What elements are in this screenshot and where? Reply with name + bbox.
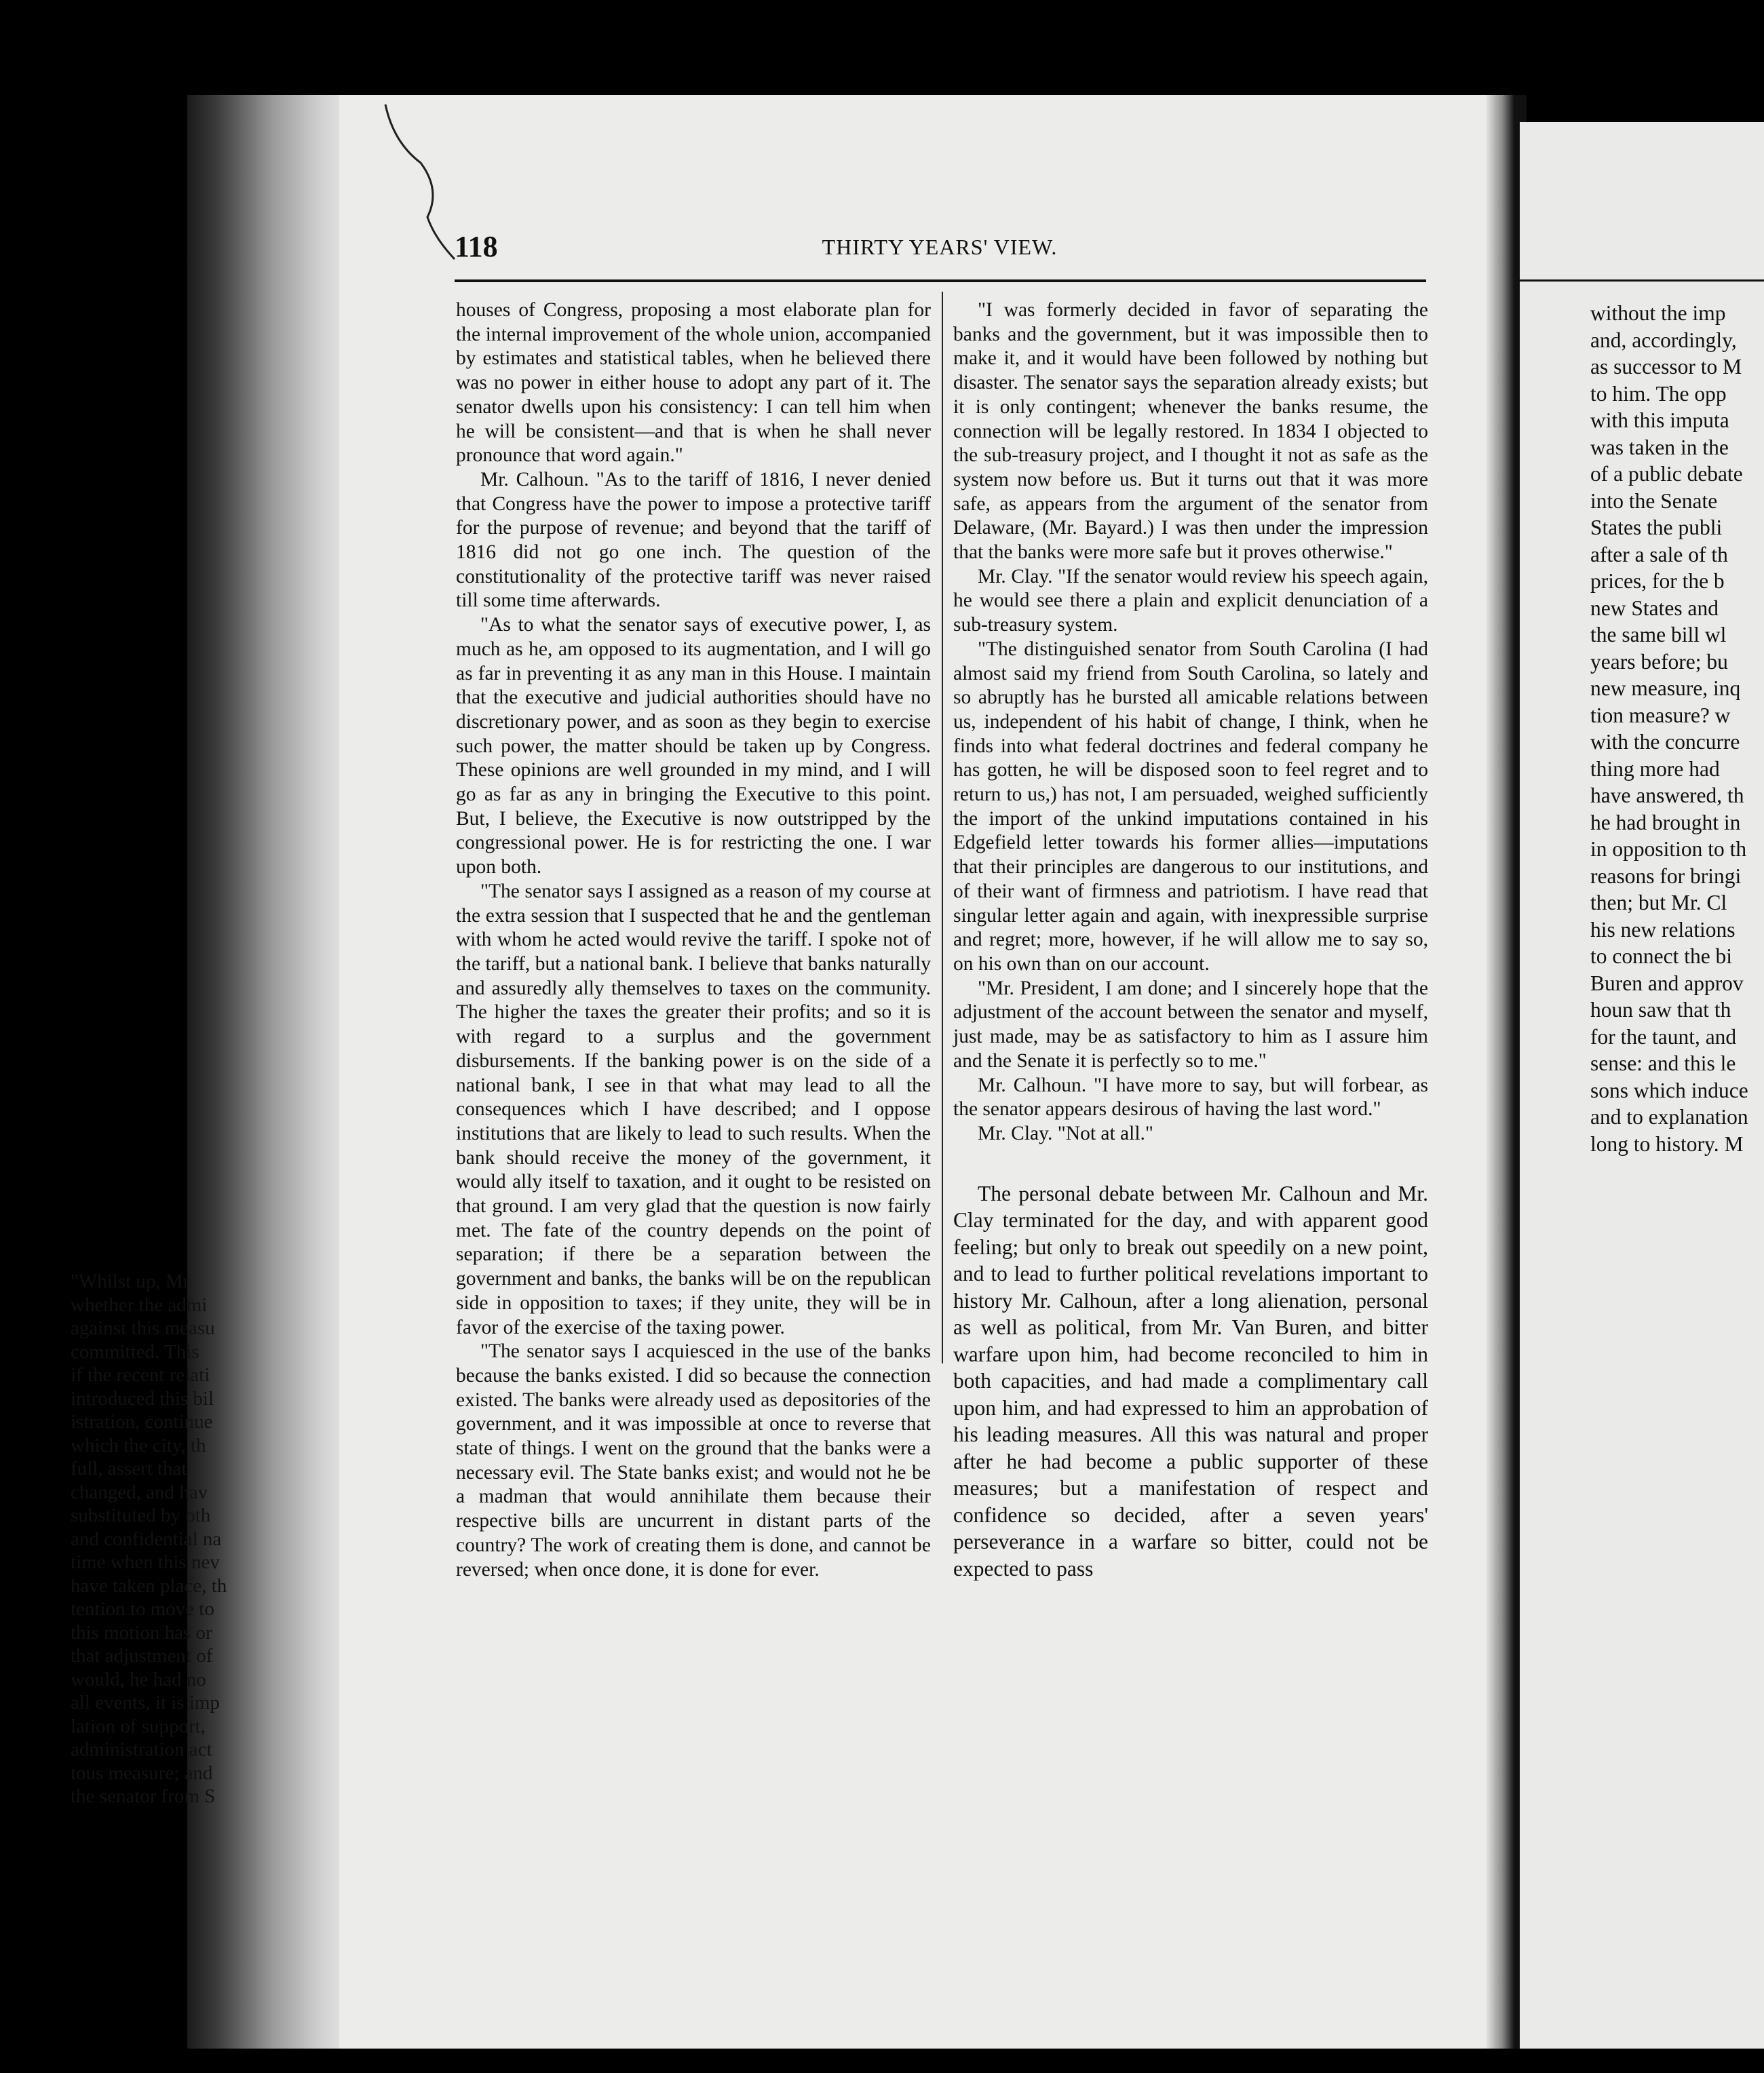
facing-narrative bbox=[1590, 300, 1764, 1157]
text-line: the same bill wl bbox=[1590, 623, 1727, 646]
paragraph: "The senator says I assigned as a reason of my course at the extra session that I suspected that he and the gentleman with whom he acted would revive the tariff. I spoke not of the tariff, but a national bank. I believe that banks naturally and assuredly ally themselves to taxes on the community. The higher the taxes the greater their profits; and so it is with regard to a surplus and the government disbursements. If the banking power is on the side of a national bank, I see in that what may lead to all the consequences which I have described; and I oppose institutions that are likely to lead to such results. When the bank should receive the money of the government, it would ally itself to taxation, and it ought to be resisted on that ground. I am very glad that the question is now fairly met. The fate of the country depends on the point of separation; if there be a separation between the government and banks, the banks will be on the republican side in opposition to taxes; if they unite, they will be in favor of the exercise of the taxing power. bbox=[456, 880, 931, 1338]
text-line: to him. The opp bbox=[1590, 381, 1727, 406]
text-line: have answered, th bbox=[1590, 783, 1744, 807]
text-line: Buren and approv bbox=[1590, 971, 1744, 995]
header-rule bbox=[455, 279, 1426, 282]
text-line: without the imp bbox=[1590, 301, 1726, 325]
text-line: whether the admi bbox=[71, 1294, 208, 1316]
paragraph: Mr. Calhoun. "As to the tariff of 1816, I never denied that Congress have the power to impose a protective tariff for the purpose of revenue; and beyond that the tariff of 1816 did not go one inch. The question of the constitutionality of the protective tariff was never raised till some time afterwards. bbox=[456, 468, 931, 612]
text-line: then; but Mr. Cl bbox=[1590, 891, 1727, 914]
text-line: prices, for the b bbox=[1590, 569, 1725, 593]
text-line: and to explanation bbox=[1590, 1105, 1748, 1129]
text-line: against this measu bbox=[71, 1317, 215, 1339]
text-line: all events, it is imp bbox=[71, 1692, 220, 1713]
text-line: the senator from S bbox=[71, 1785, 216, 1807]
text-line: time when this nev bbox=[71, 1551, 220, 1573]
text-line: and, accordingly, bbox=[1590, 328, 1737, 352]
right-column bbox=[953, 298, 1428, 1582]
text-line: which the city, th bbox=[71, 1434, 206, 1456]
text-line: this motion has or bbox=[71, 1621, 212, 1644]
paragraph: "Mr. President, I am done; and I sincerely hope that the adjustment of the account between the senator and myself, just made, may be as satisfactory to him as I assure him and the Senate it is perfectly so to me." bbox=[953, 977, 1428, 1072]
text-line: with the concurre bbox=[1590, 730, 1740, 754]
text-line: administration act bbox=[71, 1739, 212, 1760]
text-line: tion measure? w bbox=[1590, 703, 1731, 727]
text-line: his new relations bbox=[1590, 917, 1736, 942]
text-line: sense: and this le bbox=[1590, 1051, 1736, 1075]
text-line: substituted by oth bbox=[71, 1505, 211, 1526]
text-line: new measure, inq bbox=[1590, 676, 1741, 700]
text-line: thing more had bbox=[1590, 756, 1720, 781]
text-line: have taken place, th bbox=[71, 1574, 227, 1597]
text-line: would, he had no bbox=[71, 1668, 206, 1690]
paragraph: Mr. Calhoun. "I have more to say, but will forbear, as the senator appears desirous of having the last word." bbox=[953, 1074, 1428, 1121]
section-gap bbox=[953, 1146, 1428, 1180]
text-line: introduced this bil bbox=[71, 1387, 214, 1410]
text-line: he had brought in bbox=[1590, 810, 1741, 834]
text-line: after a sale of th bbox=[1590, 542, 1728, 566]
text-line: with this imputa bbox=[1590, 408, 1729, 432]
text-line: istration, continue bbox=[71, 1411, 213, 1433]
running-title: THIRTY YEARS' VIEW. bbox=[822, 235, 1058, 259]
text-line: as successor to M bbox=[1590, 355, 1742, 379]
text-line: tous measure; and bbox=[71, 1762, 213, 1784]
paragraph: "The distinguished senator from South Carolina (I had almost said my friend from South Carolina, so lately and so abruptly has he bursted all amicable relations between us, independent of his habit of change, I think, when he finds into what federal doctrines and federal company he has gotten, he will be disposed soon to feel regret and to return to us,) has not, I am persuaded, weighed sufficiently the import of the unkind imputations contained in his Edgefield letter towards his former allies—imputations that their principles are dangerous to our institutions, and of their want of firmness and patriotism. I have read that singular letter again and again, with inexpressible surprise and regret; more, however, if he will allow me to say so, on his own than on our account. bbox=[953, 638, 1428, 975]
text-line: houn saw that th bbox=[1590, 998, 1731, 1022]
facing-page bbox=[1520, 122, 1764, 2049]
text-line: "Whilst up, Mr bbox=[71, 1271, 190, 1292]
text-line: lation of support, bbox=[71, 1715, 206, 1737]
text-line: committed. This bbox=[71, 1340, 199, 1363]
text-line: to connect the bi bbox=[1590, 944, 1733, 968]
paragraph: Mr. Clay. "Not at all." bbox=[978, 1122, 1153, 1144]
page-number: 118 bbox=[455, 230, 498, 263]
text-line: years before; bu bbox=[1590, 649, 1728, 674]
text-line: into the Senate bbox=[1590, 488, 1718, 513]
text-line: for the taunt, and bbox=[1590, 1024, 1737, 1049]
text-line: of a public debate bbox=[1590, 462, 1743, 486]
text-line: changed, and hav bbox=[71, 1481, 208, 1503]
text-line: tention to move to bbox=[71, 1598, 214, 1620]
text-line: that adjustment of bbox=[71, 1645, 213, 1667]
text-line: and confidential na bbox=[71, 1528, 222, 1550]
paragraph: "As to what the senator says of executive power, I, as much as he, am opposed to its augmentation, and I will go as far in preventing it as any man in this House. I maintain that the executive and judicial authorities should have no discretionary power, and as soon as they begin to exercise such power, the matter should be taken up by Congress. These opinions are well grounded in my mind, and I will go as far as any in bringing the Executive to this point. But, I believe, the Executive is now outstripped by the congressional power. He is for restricting the one. I war upon both. bbox=[456, 614, 931, 878]
text-line: was taken in the bbox=[1590, 435, 1729, 459]
text-line: new States and bbox=[1590, 596, 1719, 620]
text-line: long to history. M bbox=[1590, 1131, 1744, 1156]
paragraph: houses of Congress, proposing a most elaborate plan for the internal improvement of the whole union, accompanied by estimates and statistical tables, when he believed there was no power in either house to adopt any part of it. The senator dwells upon his consistency: I can tell him when he will be consistent—and that is when he shall never pronounce that word again." bbox=[456, 299, 931, 467]
narrative-paragraph: The personal debate between Mr. Calhoun and Mr. Clay terminated for the day, and with apparent good feeling; but only to break out speedily on a new point, and to lead to further political revelations important to history Mr. Calhoun, after a long alienation, personal as well as political, from Mr. Van Buren, and bitter warfare upon him, had become reconciled to him in both capacities, and had made a complimentary call upon him, and had expressed to him an approbation of his leading measures. All this was natural and proper after he had become a public supporter of these measures; but a manifestation of respect and confidence so decided, after a seven years' perseverance in a warfare so bitter, could not be expected to pass bbox=[953, 1181, 1428, 1581]
text-line: States the publi bbox=[1590, 516, 1723, 539]
facing-header-rule bbox=[1520, 279, 1764, 282]
text-line: in opposition to th bbox=[1590, 837, 1747, 861]
text-line: if the recent relati bbox=[71, 1364, 210, 1386]
left-column bbox=[456, 298, 931, 1582]
paragraph: Mr. Clay. "If the senator would review his speech again, he would see there a plain and explicit denunciation of a sub-treasury system. bbox=[953, 565, 1428, 636]
text-line: sons which induce bbox=[1590, 1078, 1748, 1102]
running-header bbox=[455, 229, 1425, 270]
text-line: full, assert that bbox=[71, 1458, 187, 1479]
paragraph: "I was formerly decided in favor of separating the banks and the government, but it was impossible then to make it, and it would have been followed by nothing but disaster. The senator says the separation already exists; but it is only contingent; whenever the banks resume, the connection will be legally restored. In 1834 I objected to the sub-treasury project, and I thought it not as safe as the system now before us. But it turns out that it was more safe, as appears from the argument of the senator from Delaware, (Mr. Bayard.) I was then under the impression that the banks were more safe but it proves otherwise." bbox=[953, 299, 1428, 564]
paragraph: "The senator says I acquiesced in the use of the banks because the banks existed. I did so because the connection existed. The banks were already used as depositories of the government, and it was impossible at once to reverse that state of things. I went on the ground that the banks were a necessary evil. The State banks exist; and would not he be a madman that would annihilate them because their respective bills are uncurrent in distant parts of the country? The work of creating them is done, and cannot be reversed; when once done, it is done for ever. bbox=[456, 1340, 931, 1581]
text-line: reasons for bringi bbox=[1590, 864, 1742, 888]
column-divider bbox=[942, 292, 943, 1363]
pencil-mark-icon bbox=[380, 102, 461, 265]
facing-quote bbox=[71, 1270, 274, 1808]
